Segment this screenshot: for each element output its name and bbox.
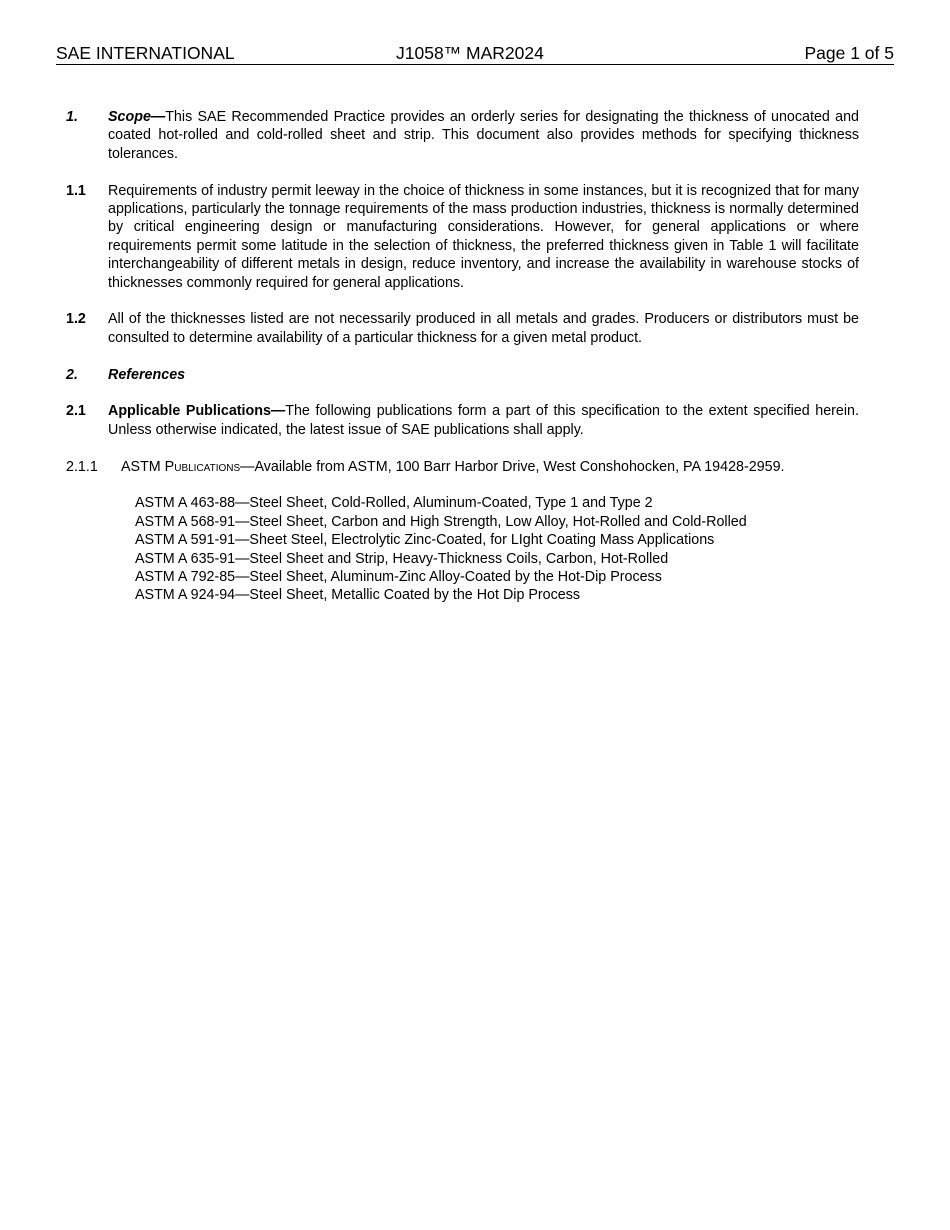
section-2-1-1 — [66, 458, 859, 476]
reference-list — [135, 494, 859, 604]
section-title: References — [108, 366, 186, 383]
section-number: 2.1.1 — [66, 458, 98, 475]
section-1-scope — [66, 108, 859, 163]
section-text: All of the thicknesses listed are not necessarily produced in all metals and grades. Producers or distributors must be consulted to determine availability of a particular thickness for a given metal product. — [108, 311, 859, 346]
document-body — [66, 108, 859, 605]
section-number: 1.2 — [66, 311, 86, 328]
section-2-references — [66, 366, 859, 384]
header-page-number: Page 1 of 5 — [804, 43, 894, 63]
section-text: This SAE Recommended Practice provides an orderly series for designating the thickness of unocated and coated hot-rolled and cold-rolled sheet and strip. This document also provides methods for specifying thickness tolerances. — [108, 109, 859, 162]
reference-item: ASTM A 792-85—Steel Sheet, Aluminum-Zinc Alloy-Coated by the Hot-Dip Process — [135, 569, 662, 586]
header-org: SAE INTERNATIONAL — [56, 43, 235, 63]
reference-item: ASTM A 568-91—Steel Sheet, Carbon and High Strength, Low Alloy, Hot-Rolled and Cold-Rolled — [135, 513, 747, 530]
section-title: ASTM Publications — [121, 458, 241, 475]
section-title: Applicable Publications— — [108, 403, 286, 420]
section-number: 2.1 — [66, 403, 86, 420]
section-number: 1. — [66, 109, 78, 125]
reference-item: ASTM A 924-94—Steel Sheet, Metallic Coated by the Hot Dip Process — [135, 587, 581, 604]
section-2-1 — [66, 402, 859, 439]
section-1-1 — [66, 182, 859, 292]
section-text: The following publications form a part of this specification to the extent specified herein. Unless otherwise indicated, the latest issue of SAE publications shall apply. — [108, 403, 859, 438]
section-text: —Available from ASTM, 100 Barr Harbor Drive, West Conshohocken, PA 19428-2959. — [240, 458, 785, 475]
header-doc-id: J1058™ MAR2024 — [396, 43, 544, 63]
reference-item: ASTM A 463-88—Steel Sheet, Cold-Rolled, Aluminum-Coated, Type 1 and Type 2 — [135, 495, 653, 512]
reference-item: ASTM A 635-91—Steel Sheet and Strip, Heavy-Thickness Coils, Carbon, Hot-Rolled — [135, 550, 669, 567]
page-header — [56, 43, 894, 65]
section-1-2 — [66, 310, 859, 347]
section-number: 1.1 — [66, 182, 86, 199]
section-title: Scope— — [108, 109, 166, 125]
reference-item: ASTM A 591-91—Sheet Steel, Electrolytic Zinc-Coated, for LIght Coating Mass Applications — [135, 532, 715, 549]
section-text: Requirements of industry permit leeway in the choice of thickness in some instances, but it is recognized that for many applications, particularly the tonnage requirements of the mass production industries, thickness is normally determined by critical engineering design or manufacturing considerations. However, for general applications or where requirements permit some latitude in the selection of thickness, the preferred thickness given in Table 1 will facilitate interchangeability of different metals in design, reduce inventory, and increase the availability in warehouse stocks of thicknesses commonly required for general applications. — [108, 182, 859, 291]
section-number: 2. — [66, 366, 78, 383]
